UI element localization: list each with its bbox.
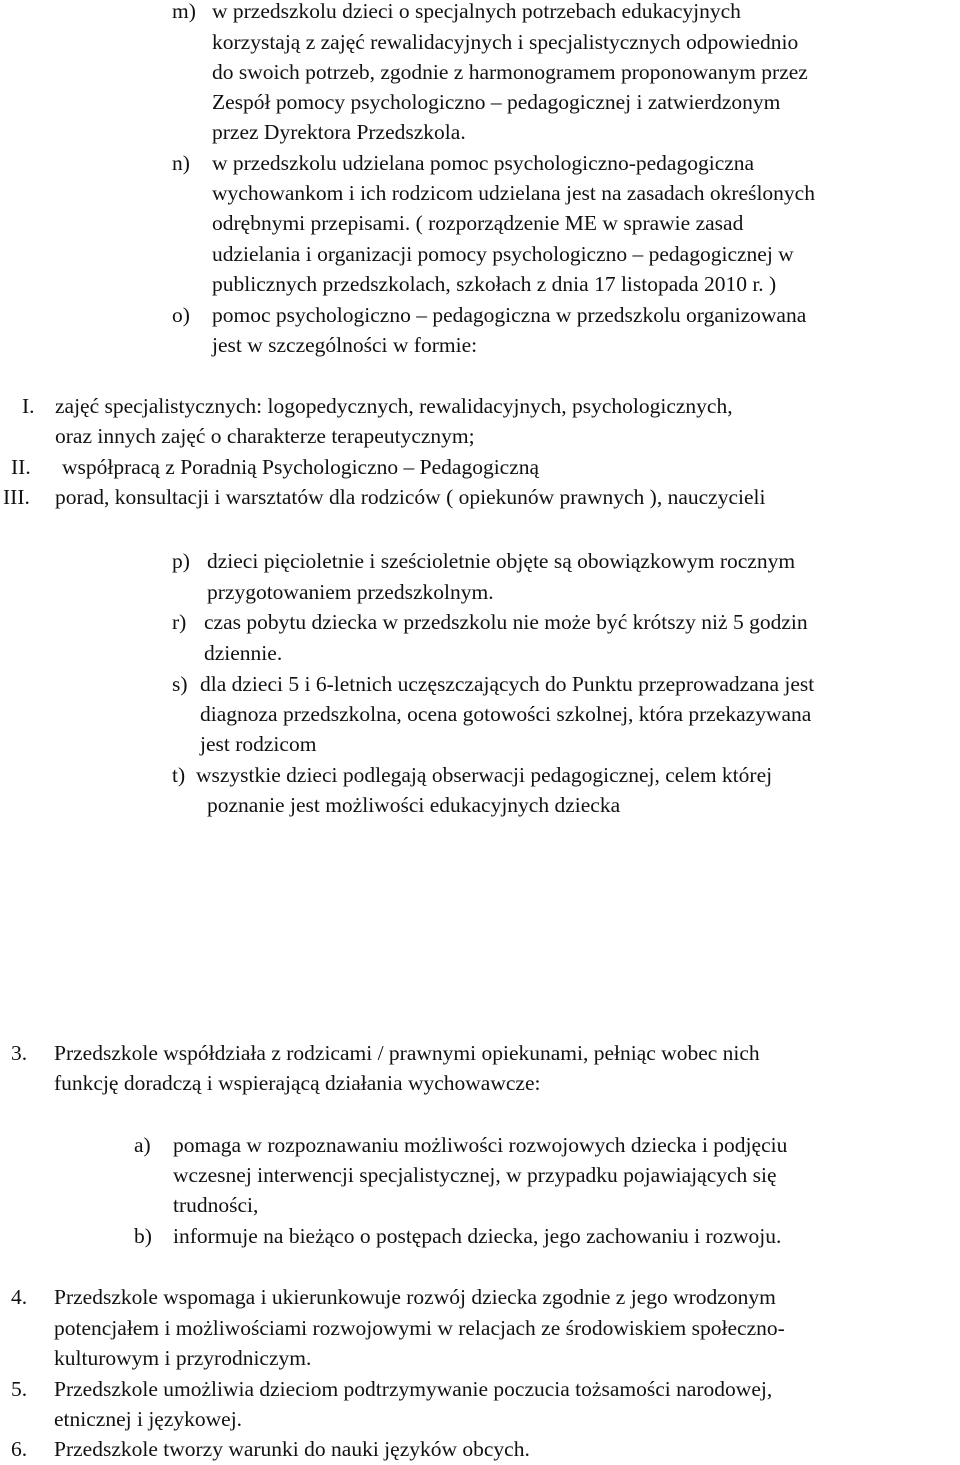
list-item-n-line-2: wychowankom i ich rodzicom udzielana jest na zasadach określonych	[212, 181, 815, 205]
list-item-m-line-1: w przedszkolu dzieci o specjalnych potrzebach edukacyjnych	[212, 0, 741, 23]
list-label-r: r)	[172, 610, 187, 634]
list-label-t: t)	[172, 763, 186, 787]
roman-label-i: I.	[22, 394, 35, 418]
section-3-subitem-a-label: a)	[134, 1133, 151, 1157]
list-item-o-line-2: jest w szczególności w formie:	[212, 333, 478, 357]
section-3-label: 3.	[11, 1041, 28, 1065]
roman-item-i-line-2: oraz innych zajęć o charakterze terapeutycznym;	[55, 424, 475, 448]
list-item-p-line-2: przygotowaniem przedszkolnym.	[207, 580, 494, 604]
section-3-line-2: funkcję doradczą i wspierającą działania wychowawcze:	[54, 1071, 541, 1095]
list-label-s: s)	[172, 672, 188, 696]
list-item-s-line-2: diagnoza przedszkolna, ocena gotowości szkolnej, która przekazywana	[200, 702, 812, 726]
list-item-o-line-1: pomoc psychologiczno – pedagogiczna w przedszkolu organizowana	[212, 303, 807, 327]
list-item-n-line-3: odrębnymi przepisami. ( rozporządzenie ME w sprawie zasad	[212, 211, 744, 235]
section-5-line-1: Przedszkole umożliwia dzieciom podtrzymywanie poczucia tożsamości narodowej,	[54, 1377, 773, 1401]
section-4-line-3: kulturowym i przyrodniczym.	[54, 1346, 312, 1370]
list-item-m-line-2: korzystają z zajęć rewalidacyjnych i specjalistycznych odpowiednio	[212, 30, 799, 54]
list-item-m-line-4: Zespół pomocy psychologiczno – pedagogicznej i zatwierdzonym	[212, 90, 781, 114]
roman-item-i-line-1: zajęć specjalistycznych: logopedycznych, rewalidacyjnych, psychologicznych,	[55, 394, 733, 418]
list-item-n-line-1: w przedszkolu udzielana pomoc psychologiczno-pedagogiczna	[212, 151, 755, 175]
list-item-n-line-5: publicznych przedszkolach, szkołach z dnia 17 listopada 2010 r. )	[212, 272, 777, 296]
roman-label-iii: III.	[3, 485, 30, 509]
list-item-t-line-2: poznanie jest możliwości edukacyjnych dziecka	[207, 793, 621, 817]
section-3-subitem-a-line-3: trudności,	[173, 1193, 259, 1217]
section-4-line-2: potencjałem i możliwościami rozwojowymi w relacjach ze środowiskiem społeczno-	[54, 1316, 785, 1340]
section-4-label: 4.	[11, 1285, 28, 1309]
list-item-s-line-1: dla dzieci 5 i 6-letnich uczęszczających do Punktu przeprowadzana jest	[200, 672, 815, 696]
roman-item-ii-line-1: współpracą z Poradnią Psychologiczno – Pedagogiczną	[62, 455, 540, 479]
roman-label-ii: II.	[11, 455, 31, 479]
roman-item-iii-line-1: porad, konsultacji i warsztatów dla rodziców ( opiekunów prawnych ), nauczycieli	[55, 485, 766, 509]
list-item-r-line-1: czas pobytu dziecka w przedszkolu nie może być krótszy niż 5 godzin	[204, 610, 808, 634]
section-3-subitem-b-line-1: informuje na bieżąco o postępach dziecka, jego zachowaniu i rozwoju.	[173, 1224, 782, 1248]
section-6-line-1: Przedszkole tworzy warunki do nauki języków obcych.	[54, 1437, 530, 1461]
list-label-m: m)	[172, 0, 196, 23]
list-label-o: o)	[172, 303, 190, 327]
list-item-r-line-2: dziennie.	[204, 641, 283, 665]
section-3-subitem-a-line-2: wczesnej interwencji specjalistycznej, w przypadku pojawiających się	[173, 1163, 777, 1187]
list-item-t-line-1: wszystkie dzieci podlegają obserwacji pedagogicznej, celem której	[196, 763, 773, 787]
section-3-subitem-b-label: b)	[134, 1224, 152, 1248]
section-3-subitem-a-line-1: pomaga w rozpoznawaniu możliwości rozwojowych dziecka i podjęciu	[173, 1133, 788, 1157]
list-item-s-line-3: jest rodzicom	[200, 732, 317, 756]
list-label-n: n)	[172, 151, 190, 175]
list-item-m-line-5: przez Dyrektora Przedszkola.	[212, 120, 466, 144]
section-3-line-1: Przedszkole współdziała z rodzicami / prawnymi opiekunami, pełniąc wobec nich	[54, 1041, 760, 1065]
list-item-m-line-3: do swoich potrzeb, zgodnie z harmonogramem proponowanym przez	[212, 60, 808, 84]
list-label-p: p)	[172, 549, 190, 573]
list-item-p-line-1: dzieci pięcioletnie i sześcioletnie objęte są obowiązkowym rocznym	[207, 549, 796, 573]
list-item-n-line-4: udzielania i organizacji pomocy psychologiczno – pedagogicznej w	[212, 242, 794, 266]
section-6-label: 6.	[11, 1437, 28, 1461]
section-5-line-2: etnicznej i językowej.	[54, 1407, 243, 1431]
section-4-line-1: Przedszkole wspomaga i ukierunkowuje rozwój dziecka zgodnie z jego wrodzonym	[54, 1285, 776, 1309]
section-5-label: 5.	[11, 1377, 28, 1401]
